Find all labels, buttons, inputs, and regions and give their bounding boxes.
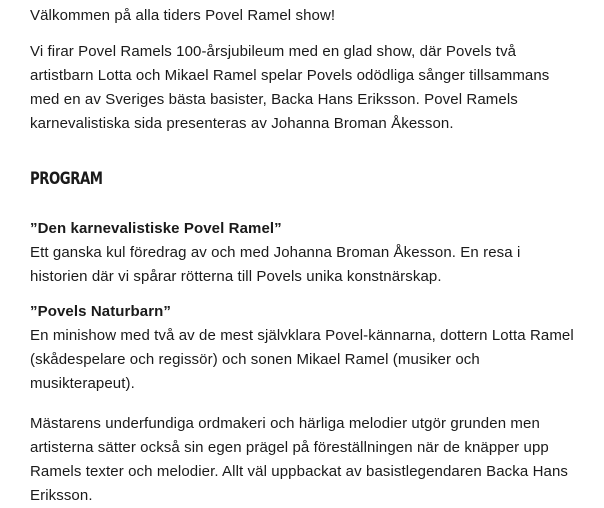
- program-item: [30, 300, 578, 396]
- lead-paragraph: Vi firar Povel Ramels 100-årsjubileum med en glad show, där Povels två artistbarn Lotta och Mikael Ramel spelar Povels odödliga sånger tillsammans med en av Sveriges bästa basister, Backa Hans Eriksson. Povel Ramels karnevalistiska sida presenteras av Johanna Broman Åkesson.: [30, 43, 550, 132]
- program-item: [30, 217, 578, 289]
- program-item-title: ”Den karnevalistiske Povel Ramel”: [30, 220, 282, 237]
- program-item-title: ”Povels Naturbarn”: [30, 303, 172, 320]
- program-item-description: En minishow med två av de mest självklara Povel-kännarna, dottern Lotta Ramel (skådespelare och regissör) och sonen Mikael Ramel (musiker och musikterapeut).: [30, 327, 574, 392]
- program-item-description: Ett ganska kul föredrag av och med Johanna Broman Åkesson. En resa i historien där vi spårar rötterna till Povels unika konstnärskap.: [30, 244, 521, 285]
- closing-paragraph: Mästarens underfundiga ordmakeri och härliga melodier utgör grunden men artisterna sätter också sin egen prägel på föreställningen när de knäpper upp Ramels texter och melodier. Allt väl uppbackat av basistlegendaren Backa Hans Eriksson.: [30, 415, 568, 504]
- intro-paragraph: Välkommen på alla tiders Povel Ramel show!: [30, 7, 336, 24]
- program-heading: PROGRAM: [30, 169, 103, 189]
